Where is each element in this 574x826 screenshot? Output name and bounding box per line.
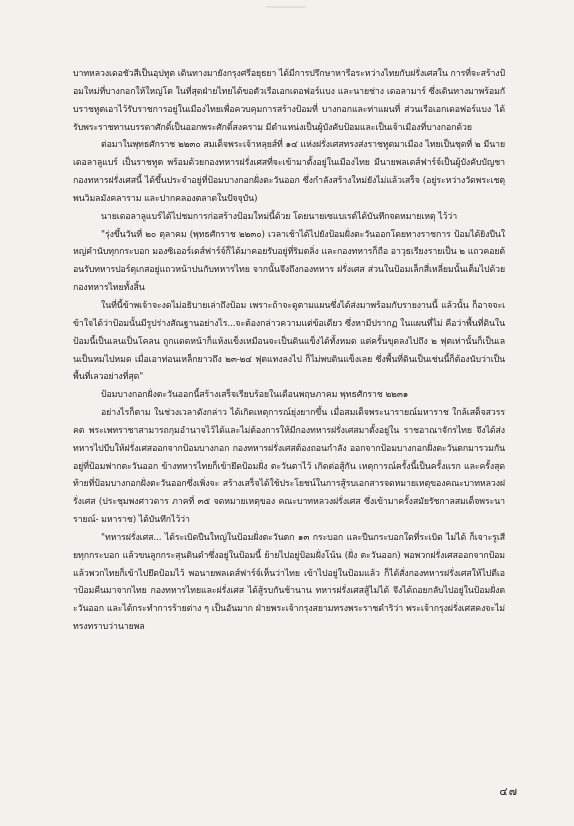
quoted-paragraph: "รุ่งขึ้นวันที่ ๒๐ ตุลาคม (พุทธศักราช ๒๒๓๐) เวลาเช้าได้ไปยังป้อมฝั่งตะวันออกโดยทางราชการ ป้อมได้ยิงปืนใหญ่คำนับทุกกระบอก มองซิเออร์เดส์ฟาร์จ์ก็ได้มาคอยรับอยู่ที่ริมตลิ่ง และกองทหารก็ถือ อาวุธเรียงรายเป็น ๒ แถวคอยต้อนรับทหารปอร์ตุเกสอยู่แถวหน้าปนกับทหารไทย จากนั้นจึงถึงกองทหาร ฝรั่งเศส ส่วนในป้อมเล็กสี่เหลี่ยมนั้นเต็มไปด้วยกองทหารไทยทั้งสิ้น (73, 229, 505, 294)
paragraph: ต่อมาในพุทธศักราช ๒๒๓๐ สมเด็จพระเจ้าหลุยส์ที่ ๑๔ แห่งฝรั่งเศสทรงส่งราชทูตมาเมือง ไทยเป็นชุดที่ ๒ มีนายเดอลาลูแบร์ เป็นราชทูต พร้อมด้วยกองทหารฝรั่งเศสที่จะเข้ามาตั้งอยู่ในเมืองไทย มีนายพลเดส์ฟาร์จ์เป็นผู้บังคับบัญชา กองทหารฝรั่งเศสนี้ ได้ขึ้นประจำอยู่ที่ป้อมบางกอกฝั่งตะวันออก ซึ่งกำลังสร้างใหม่ยังไม่แล้วเสร็จ (อยู่ระหว่างวัดพระเชตุพนวิมลมังคลาราม และปากคลองตลาดในปัจจุบัน) (73, 140, 505, 204)
paragraph: นายเดอลาลูแบร์ได้ไปชมการก่อสร้างป้อมใหม่นี้ด้วย โดยนายเซแบเรต์ได้บันทึกจดหมายเหตุ ไว้ว่า (101, 211, 458, 222)
page-number: ๔๗ (499, 785, 518, 798)
quoted-paragraph: ในที่นี้ข้าพเจ้าจะงดไม่อธิบายเล่าถึงป้อม เพราะถ้าจะดูตามแผนซึ่งได้ส่งมาพร้อมกับรายงานนี้ แล้วนั้น ก็อาจจะเข้าใจได้ว่าป้อมนั้นมีรูปร่างสัณฐานอย่างไร...จะต้องกล่าวความแต่ข้อเดียว ซึ่งหามีปรากฏ ในแผนที่ไม่ คือว่าพื้นที่ดินในป้อมนี้เป็นเลนเป็นโคลน ถูกแดดหน้าก็แห้งแข็งเหมือนจะเป็นดินแข็งได้ทั้งหมด แต่ครั้นขุดลงไปถึง ๒ ฟุตเท่านั้นก็เป็นเลนเป็นหมไปหมด เมื่อเอาท่อนเหล็กยาวถึง ๒๓-๒๔ ฟุตแทงลงไป ก็ไม่พบดินแข็งเลย ซึ่งพื้นที่ดินเป็นเช่นนี้ก็ต้องนับว่าเป็นพื้นที่เลวอย่างที่สุด" (73, 300, 505, 383)
paragraph: อย่างไรก็ตาม ในช่วงเวลาดังกล่าว ได้เกิดเหตุการณ์ยุ่งยากขึ้น เมื่อสมเด็จพระนารายณ์มหาราช ใกล้เสด็จสวรรคต พระเพทราชาสามารถกุมอำนาจไว้ได้และไม่ต้องการให้มีกองทหารฝรั่งเศสมาตั้งอยู่ใน ราชอาณาจักรไทย จึงได้ส่งทหารไปบีบให้ฝรั่งเศสออกจากป้อมบางกอก กองทหารฝรั่งเศสต้องถอนกำลัง ออกจากป้อมบางกอกฝั่งตะวันตกมารวมกันอยู่ที่ป้อมฟากตะวันออก ข้างทหารไทยก็เข้ายึดป้อมฝั่ง ตะวันตาไว้ เกิดต่อสู้กัน เหตุการณ์ครั้งนี้เป็นครั้งแรก และครั้งสุดท้ายที่ป้อมบางกอกฝั่งตะวันออกซึ่งเพิ่งจะ สร้างเสร็จได้ใช้ประโยชน์ในการสู้รบเอกสารจดหมายเหตุของคณะบาทหลวงฝรั่งเศส (ประชุมพงศาวดาร ภาคที่ ๓๕ จดหมายเหตุของ คณะบาทหลวงฝรั่งเศส ซึ่งเข้ามาครั้งสมัยรัชกาลสมเด็จพระนารายณ์- มหาราช) ได้บันทึกไว้ว่า (73, 408, 505, 526)
scan-mark (266, 6, 306, 8)
quoted-paragraph: "ทหารฝรั่งเศส... ได้ระเบิดปืนใหญ่ในป้อมฝั่งตะวันตก ๑๓ กระบอก และปืนกระบอกใดที่ระเบิด ไม่ได้ ก็เจาะรูเสียทุกกระบอก แล้วขนลูกกระสุนดินดำซึ่งอยู่ในป้อมนี้ ย้ายไปอยู่ป้อมฝั่งโน้น (ฝั่ง ตะวันออก) พอพวกฝรั่งเศสออกจากป้อมแล้วพวกไทยก็เข้าไปยึดป้อมไว้ พอนายพลเดส์ฟาร์จ์เห็นว่าไทย เข้าไปอยู่ในป้อมแล้ว ก็ได้สั่งกองทหารฝรั่งเศสให้ไปตีเอาป้อมคืนมาจากไทย กองทหารไทยและฝรั่งเศส ได้สู้รบกันช้านาน ทหารฝรั่งเศสสู้ไม่ได้ จึงได้ถอยกลับไปอยู่ในป้อมฝั่งตะวันออก และได้กระทำการร้ายต่าง ๆ เป็นอันมาก ฝ่ายพระเจ้ากรุงสยามทรงพระราชดำริว่า พระเจ้ากรุงฝรั่งเศสคงจะไม่ทรงทราบว่านายพล (73, 532, 505, 633)
paragraph: ป้อมบางกอกฝั่งตะวันออกนี้สร้างเสร็จเรียบร้อยในเดือนพฤษภาคม พุทธศักราช ๒๒๓๑ (101, 390, 409, 401)
paragraph: บาทหลวงเดอชัวสีเป็นอุปทูต เดินทางมายังกรุงศรีอยุธยา ได้มีการปรึกษาหารือระหว่างไทยกับฝรั่งเศสใน การที่จะสร้างป้อมใหม่ที่บางกอกให้ใหญ่โต ในที่สุดฝ่ายไทยได้ขอตัวเรือเอกเดอฟอร์แบง และนายช่าง เดอลามาร์ ซึ่งเดินทางมาพร้อมกับราชทูตเอาไว้รับราชการอยู่ในเมืองไทยเพื่อควบคุมการสร้างป้อมที่ บางกอกและท่าแผนที่ ส่วนเรือเอกเดอฟอร์แบง ได้รับพระราชทานบรรดาศักดิ์เป็นออกพระศักดิ์สงคราม มีตำแหน่งเป็นผู้บังคับป้อมและเป็นเจ้าเมืองที่บางกอกด้วย (73, 69, 505, 133)
body-text (73, 66, 505, 637)
